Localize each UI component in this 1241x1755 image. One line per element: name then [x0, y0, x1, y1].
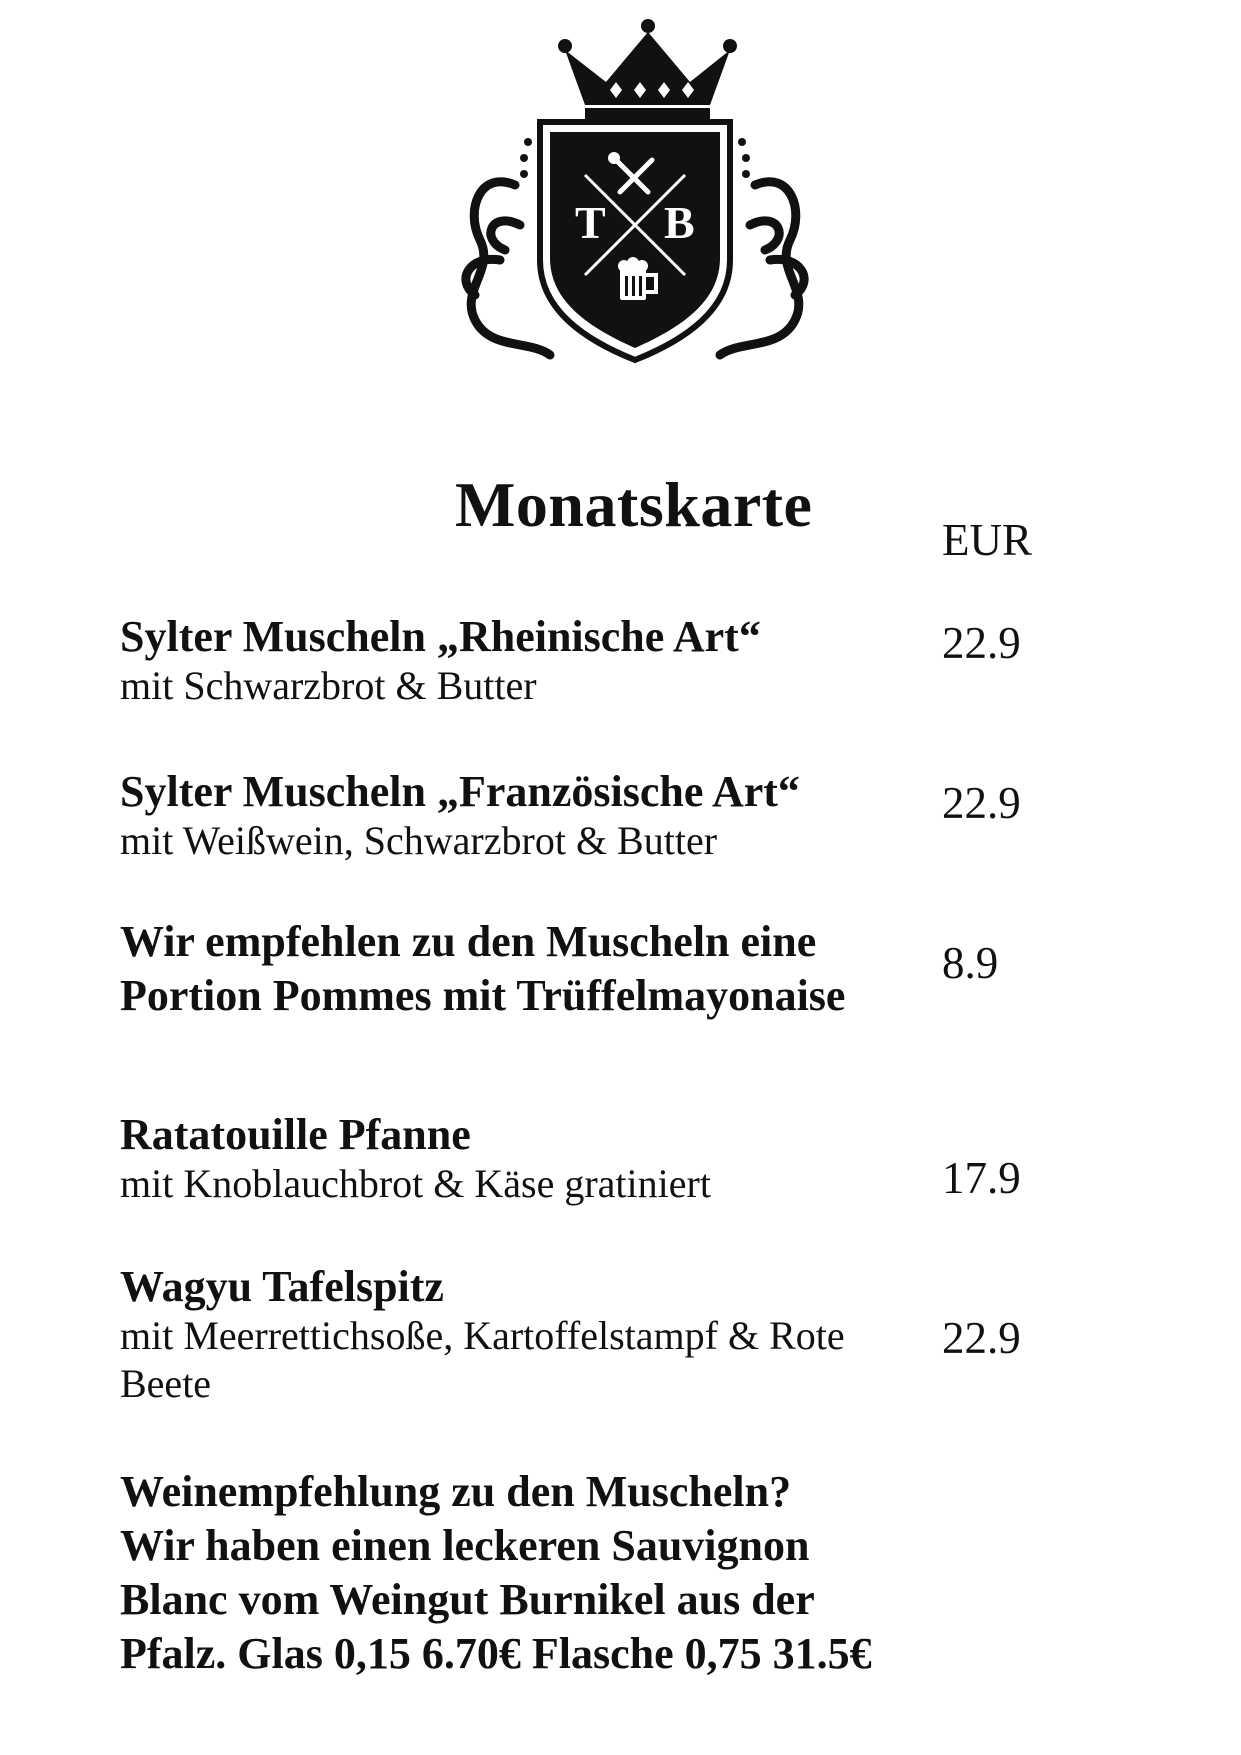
crown-icon — [558, 19, 737, 120]
menu-item-price: 8.9 — [942, 938, 999, 988]
menu-item-name: Sylter Muscheln „Rheinische Art“ — [120, 612, 761, 661]
wine-recommendation-line: Blanc vom Weingut Burnikel aus der — [120, 1575, 815, 1624]
menu-item-name: Wir empfehlen zu den Muscheln eine — [120, 917, 817, 966]
menu-item-price: 22.9 — [942, 1313, 1021, 1363]
menu-item-description: mit Weißwein, Schwarzbrot & Butter — [120, 818, 718, 863]
menu-item — [120, 612, 761, 710]
logo-letter-b: B — [664, 197, 695, 248]
wine-recommendation-line: Wir haben einen leckeren Sauvignon — [120, 1521, 810, 1570]
currency-label: EUR — [942, 515, 1032, 565]
menu-item-price: 22.9 — [942, 778, 1021, 828]
menu-title: Monatskarte — [455, 469, 813, 540]
menu-item-description: mit Knoblauchbrot & Käse gratiniert — [120, 1161, 711, 1206]
menu-item-description: mit Meerrettichsoße, Kartoffelstampf & Rote — [120, 1313, 845, 1358]
menu-item-description-line2: Beete — [120, 1361, 212, 1406]
wine-recommendation — [120, 1465, 872, 1681]
shield-crest-icon — [540, 122, 730, 360]
menu-item-price: 22.9 — [942, 618, 1021, 668]
menu-item-name-line2: Portion Pommes mit Trüffelmayonaise — [120, 971, 846, 1020]
restaurant-logo — [420, 10, 840, 390]
menu-item-name: Sylter Muscheln „Französische Art“ — [120, 767, 800, 816]
wine-recommendation-line: Pfalz. Glas 0,15 6.70€ Flasche 0,75 31.5€ — [120, 1629, 872, 1678]
menu-item-name: Ratatouille Pfanne — [120, 1110, 471, 1159]
wine-recommendation-line: Weinempfehlung zu den Muscheln? — [120, 1467, 792, 1516]
logo-letter-t: T — [575, 197, 606, 248]
menu-item — [120, 767, 800, 865]
menu-item-name: Wagyu Tafelspitz — [120, 1262, 444, 1311]
menu-item — [120, 1110, 711, 1208]
menu-item — [120, 915, 845, 1023]
menu-item — [120, 1262, 845, 1408]
menu-item-price: 17.9 — [942, 1153, 1021, 1203]
menu-item-description: mit Schwarzbrot & Butter — [120, 663, 537, 708]
